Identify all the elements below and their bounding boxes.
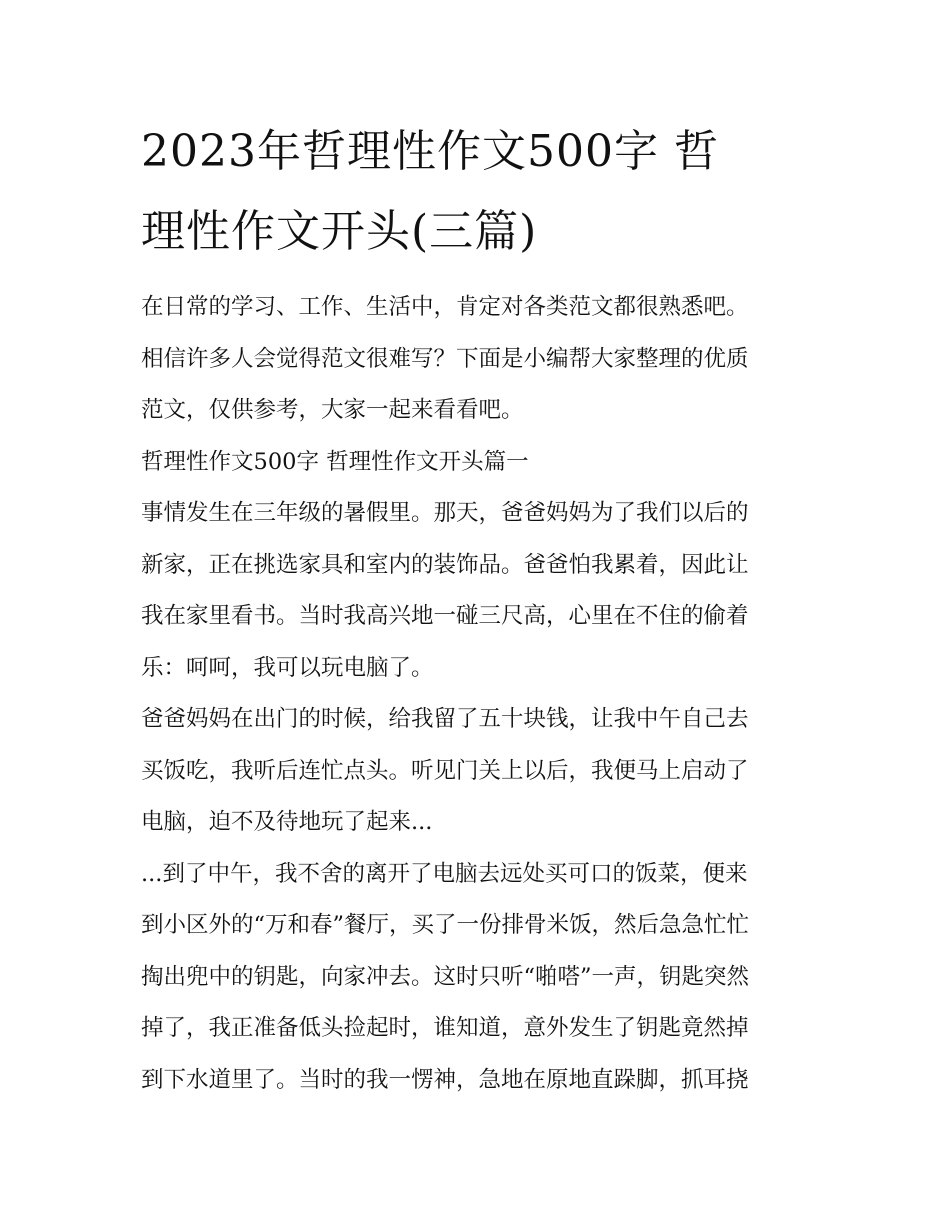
body-paragraph <box>141 694 821 849</box>
document-title <box>141 112 821 272</box>
text-line: ...到了中午，我不舍的离开了电脑去远处买可口的饭菜，便来 <box>141 860 748 887</box>
document-content <box>141 112 821 1106</box>
text-line: 范文，仅供参考，大家一起来看看吧。 <box>141 397 524 423</box>
title-line: 理性作文开头(三篇) <box>141 206 538 257</box>
text-line: 电脑，迫不及待地玩了起来... <box>141 809 433 835</box>
body-paragraph <box>141 488 821 694</box>
text-line: 到小区外的“万和春”餐厅，买了一份排骨米饭，然后急急忙忙 <box>141 912 750 938</box>
text-line: 相信许多人会觉得范文很难写？下面是小编帮大家整理的优质 <box>141 345 749 372</box>
text-line: 乐：呵呵，我可以玩电脑了。 <box>141 654 434 681</box>
text-line: 我在家里看书。当时我高兴地一碰三尺高，心里在不住的偷着 <box>141 603 749 629</box>
text-line: 到下水道里了。当时的我一愣神，急地在原地直跺脚，抓耳挠 <box>141 1066 749 1093</box>
text-line: 掏出兜中的钥匙，向家冲去。这时只听“啪嗒”一声，钥匙突然 <box>141 963 750 990</box>
title-line: 2023年哲理性作文500字 哲 <box>141 126 719 177</box>
text-line: 买饭吃，我听后连忙点头。听见门关上以后，我便马上启动了 <box>141 757 749 784</box>
text-line: 新家，正在挑选家具和室内的装饰品。爸爸怕我累着，因此让 <box>141 551 749 578</box>
text-line: 哲理性作文500字 哲理性作文开头篇一 <box>141 448 529 475</box>
text-line: 事情发生在三年级的暑假里。那天，爸爸妈妈为了我们以后的 <box>141 500 749 526</box>
text-line: 在日常的学习、工作、生活中，肯定对各类范文都很熟悉吧。 <box>141 294 749 320</box>
text-line: 掉了，我正准备低头捡起时，谁知道，意外发生了钥匙竟然掉 <box>141 1015 749 1041</box>
section-heading <box>141 437 821 489</box>
text-line: 爸爸妈妈在出门的时候，给我留了五十块钱，让我中午自己去 <box>141 706 749 732</box>
intro-paragraph <box>141 282 821 437</box>
body-paragraph <box>141 849 821 1107</box>
